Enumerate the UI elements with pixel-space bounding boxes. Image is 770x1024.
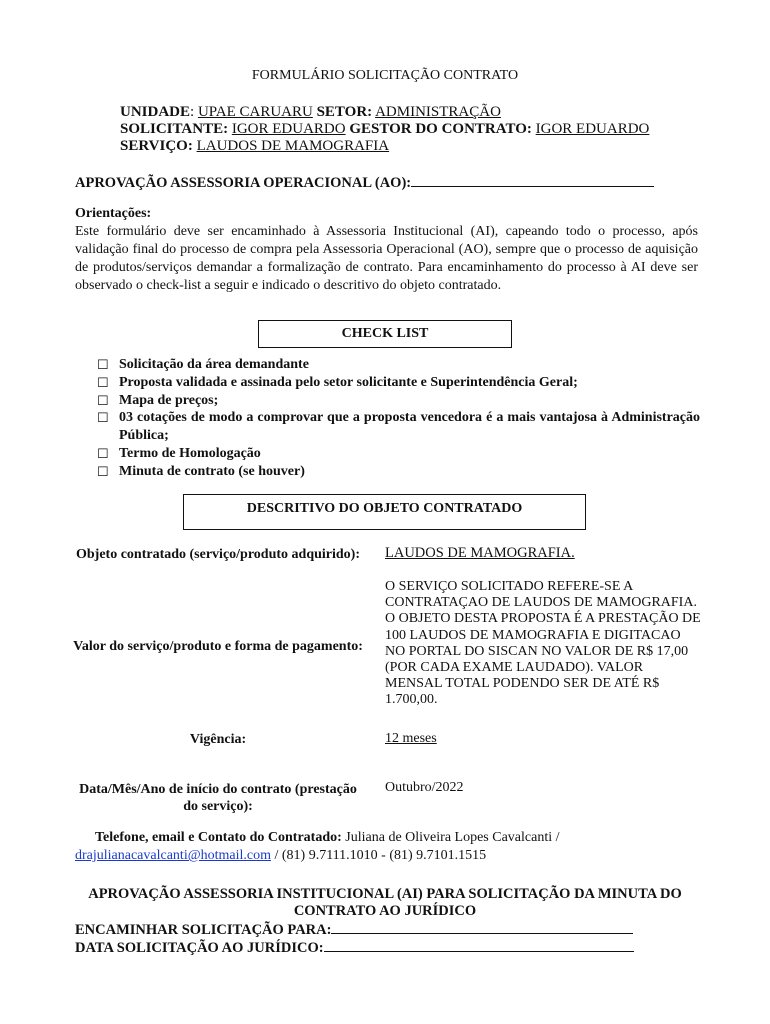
data-juridico-label: DATA SOLICITAÇÃO AO JURÍDICO: — [75, 940, 324, 956]
orientacoes-heading: Orientações: — [75, 206, 152, 221]
contato-email-link[interactable]: drajulianacavalcanti@hotmail.com — [75, 848, 271, 863]
inicio-value: Outubro/2022 — [385, 780, 464, 795]
checklist — [97, 356, 700, 481]
vigencia-label: Vigência: — [189, 732, 247, 747]
checklist-item[interactable] — [97, 463, 700, 481]
unidade-label: UNIDADE — [120, 104, 191, 120]
objeto-label: Objeto contratado (serviço/produto adquirido): — [75, 547, 360, 562]
checkbox-icon[interactable]: ☐ — [97, 463, 109, 479]
valor-label: Valor do serviço/produto e forma de pagamento: — [73, 639, 363, 654]
approval-ao-signature-line[interactable] — [411, 172, 654, 187]
gestor-value: IGOR EDUARDO — [535, 121, 650, 137]
checkbox-icon[interactable]: ☐ — [97, 445, 109, 461]
encaminhar-label: ENCAMINHAR SOLICITAÇÃO PARA: — [75, 922, 332, 938]
setor-value: ADMINISTRAÇÃO — [375, 104, 501, 120]
encaminhar-signature-line[interactable] — [331, 919, 633, 934]
checkbox-icon[interactable]: ☐ — [97, 392, 109, 408]
servico-row — [120, 136, 389, 156]
aprovacao-ai-heading: APROVAÇÃO ASSESSORIA INSTITUCIONAL (AI) PARA SOLICITAÇÃO DA MINUTA DO CONTRATO AO JURÍDICO — [88, 886, 682, 919]
unidade-row: UNIDADE: UPAE CARUARU SETOR: ADMINISTRAÇÃO — [120, 104, 501, 120]
solicitante-label: SOLICITANTE: — [120, 121, 229, 137]
approval-ao-row — [75, 172, 654, 192]
checkbox-icon[interactable]: ☐ — [97, 374, 109, 390]
form-title: FORMULÁRIO SOLICITAÇÃO CONTRATO — [251, 68, 519, 83]
unidade-value: UPAE CARUARU — [197, 104, 313, 120]
descritivo-title-box — [183, 494, 586, 530]
checklist-item[interactable] — [97, 392, 700, 410]
valor-value: O SERVIÇO SOLICITADO REFERE-SE A CONTRATAÇAO DE LAUDOS DE MAMOGRAFIA. O OBJETO DESTA PROPOSTA É A PRESTAÇÃO DE 100 LAUDOS DE MAMOGRAFIA E DIGITACAO NO PORTAL DO SISCAN NO VALOR DE R$ 17,00 (POR CADA EXAME LAUDADO). VALOR MENSAL TOTAL PODENDO SER DE ATÉ R$ 1.700,00. — [385, 579, 701, 708]
contato-label: Telefone, email e Contato do Contratado: — [95, 830, 342, 845]
contato-phones: / (81) 9.7111.1010 - (81) 9.7101.1515 — [270, 848, 487, 863]
descritivo-title: DESCRITIVO DO OBJETO CONTRATADO — [246, 501, 523, 516]
data-juridico-row — [75, 937, 634, 957]
data-juridico-signature-line[interactable] — [324, 937, 634, 952]
checklist-item-label: 03 cotações de modo a comprovar que a proposta vencedora é a mais vantajosa à Administração Pública; — [119, 410, 700, 444]
inicio-label: Data/Mês/Ano de início do contrato (prestação do serviço): — [79, 782, 357, 814]
servico-label: SERVIÇO: — [120, 138, 193, 154]
vigencia-value: 12 meses — [385, 731, 437, 746]
checklist-item[interactable] — [97, 409, 700, 445]
checklist-item-label: Mapa de preços; — [119, 392, 219, 408]
solicitante-value: IGOR EDUARDO — [231, 121, 346, 137]
servico-value: LAUDOS DE MAMOGRAFIA — [196, 138, 390, 154]
checklist-item-label: Termo de Homologação — [119, 445, 261, 461]
checklist-item-label: Proposta validada e assinada pelo setor solicitante e Superintendência Geral; — [119, 374, 578, 390]
checkbox-icon[interactable]: ☐ — [97, 410, 109, 426]
encaminhar-row — [75, 919, 633, 939]
setor-label: SETOR: — [316, 104, 373, 120]
checklist-item[interactable] — [97, 374, 700, 392]
contato-name: Juliana de Oliveira Lopes Cavalcanti / — [341, 830, 560, 845]
checkbox-icon[interactable]: ☐ — [97, 357, 109, 372]
orientacoes-section — [75, 205, 698, 295]
checklist-item-label: Minuta de contrato (se houver) — [119, 463, 305, 479]
checklist-item-label: Solicitação da área demandante — [119, 357, 309, 372]
checklist-item[interactable] — [97, 445, 700, 463]
checklist-item[interactable] — [97, 356, 700, 374]
checklist-title-box — [258, 320, 512, 348]
objeto-value: LAUDOS DE MAMOGRAFIA. — [385, 545, 575, 561]
contato-section — [75, 829, 715, 865]
approval-ao-label: APROVAÇÃO ASSESSORIA OPERACIONAL (AO): — [75, 175, 412, 191]
checklist-title: CHECK LIST — [341, 326, 429, 341]
gestor-label: GESTOR DO CONTRATO: — [349, 121, 532, 137]
orientacoes-text: Este formulário deve ser encaminhado à Assessoria Institucional (AI), capeando todo o processo, após validação final do processo de compra pela Assessoria Operacional (AO), sempre que o processo de aquisição de produtos/serviços demandar a formalização de contrato. Para encaminhamento do processo à AI deve ser observado o check-list a seguir e indicado o descritivo do objeto contratado. — [75, 224, 698, 293]
